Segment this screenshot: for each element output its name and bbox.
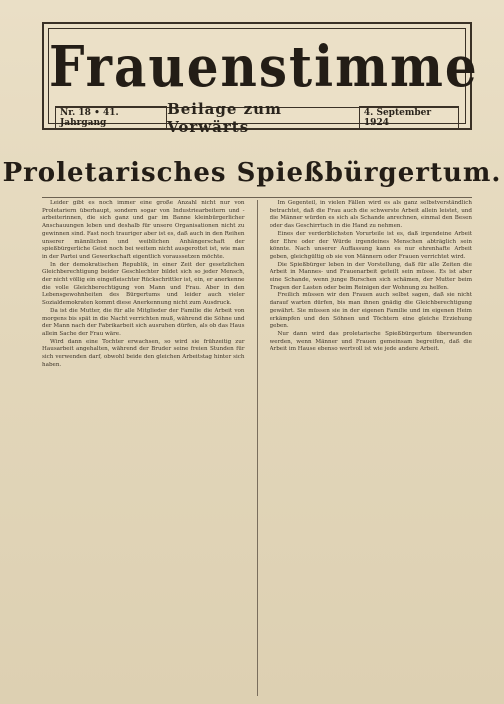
paragraph: Nur dann wird das proletarische Spießbürgertum überwunden werden, wenn Männer und Frauen gemeinsam begreifen, daß die Arbeit im Hause ebenso wertvoll ist wie jede andere Arbeit. (269, 330, 472, 353)
paragraph: Eines der verderblichsten Vorurteile ist es, daß irgendeine Arbeit der Ehre oder der Würde irgendeines Menschen abträglich sein könnte. Nach unserer Auffassung kann es nur ehrenhafte Arbeit geben, gleichgültig ob sie von Männern oder Frauen verrichtet wird. (269, 230, 472, 260)
paragraph: Leider gibt es noch immer eine große Anzahl nicht nur von Proletariern überhaupt, sondern sogar von Industriearbeitern und -arbeiterinnen, die sich ganz und gar im Banne kleinbürgerlicher Anschauungen leben und deshalb für unsere Organisationen nicht zu gewinnen sind. Fast noch trauriger aber ist es, daß auch in den Reihen unserer männlichen und weiblichen Anhängerschaft der spießbürgerliche Geist noch bei weitem nicht ausgerottet ist, wie man in der Partei und Gewerkschaft eigentlich voraussetzen möchte. (42, 200, 245, 260)
paragraph: Im Gegenteil, in vielen Fällen wird es als ganz selbstverständlich betrachtet, daß die Frau auch die schwerste Arbeit allein leistet, und die Männer würden es sich als Schande anrechnen, einmal den Besen oder das Geschirrtuch in die Hand zu nehmen. (269, 200, 472, 230)
paragraph: Die Spießbürger leben in der Vorstellung, daß für alle Zeiten die Arbeit in Mannes- und Frauenarbeit geteilt sein müsse. Es ist aber eine Schande, wenn junge Burschen sich schämen, der Mutter beim Tragen der Lasten oder beim Reinigen der Wohnung zu helfen. (269, 261, 472, 291)
paragraph: Freilich müssen wir den Frauen auch selbst sagen, daß sie nicht darauf warten dürfen, bis man ihnen gnädig die Gleichberechtigung gewährt. Sie müssen sie in der eigenen Familie und im eigenen Heim erkämpfen und den Söhnen und Töchtern eine gleiche Erziehung geben. (269, 292, 472, 330)
masthead (42, 22, 479, 136)
supplement-label: Beilage zum Vorwärts (167, 100, 282, 136)
paragraph: In der demokratischen Republik, in einer Zeit der gesetzlichen Gleichberechtigung beider Geschlechter bildet sich so jeder Mensch, der nicht völlig ein eingefleischter Rückschrittler ist, ein, er anerkenne die volle Gleichberechtigung von Mann und Frau. Aber in den Lebensgewohnheiten des Bürgertums und leider auch vieler Sozialdemokraten kommt diese Anerkennung nicht zum Ausdruck. (42, 261, 245, 307)
article-column-right (270, 200, 473, 696)
issue-number: Nr. 18 • 41. Jahrgang (55, 106, 167, 130)
newspaper-title: Frauenstimme (49, 33, 479, 100)
article-body (42, 200, 472, 696)
article-headline: Proletarisches Spießbürgertum. (2, 158, 502, 188)
article-column-left (42, 200, 245, 696)
masthead-subbar (55, 100, 459, 136)
masthead-frame (48, 28, 479, 136)
paragraph: Wird dann eine Tochter erwachsen, so wird sie frühzeitig zur Hausarbeit angehalten, während der Bruder seine freien Stunden für sich verwenden darf, obwohl beide den gleichen Arbeitstag hinter sich haben. (42, 338, 245, 368)
headline-rule (42, 197, 472, 198)
paragraph: Da ist die Mutter, die für alle Mitglieder der Familie die Arbeit von morgens bis spät in die Nacht verrichten muß, während die Söhne und der Mann nach der Fabrikarbeit sich ausruhen dürfen, als ob das Haus allein Sache der Frau wäre. (42, 307, 245, 337)
issue-date: 4. September 1924 (359, 106, 459, 130)
column-divider (257, 200, 258, 696)
